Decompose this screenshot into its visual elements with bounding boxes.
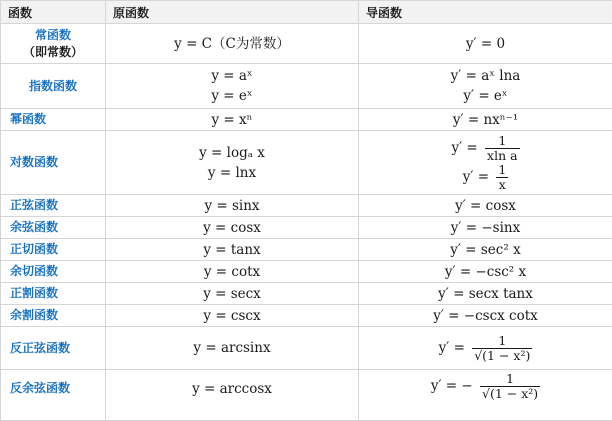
function-name[interactable]: 正切函数 — [1, 239, 106, 261]
derivative-function — [359, 370, 612, 421]
fraction-denominator: xln a — [485, 149, 520, 163]
original-function: y = sinx — [106, 195, 359, 217]
original-function: y = cscx — [106, 305, 359, 327]
function-name[interactable]: 余割函数 — [1, 305, 106, 327]
derivative-line: y′ = aˣ lna — [359, 66, 612, 86]
derivative-function: y′ = cosx — [359, 195, 612, 217]
derivative-function — [359, 327, 612, 370]
derivative-function: y′ = nxⁿ⁻¹ — [359, 109, 612, 131]
header-original: 原函数 — [106, 1, 359, 24]
function-name[interactable]: 反余弦函数 — [1, 370, 106, 421]
original-line: y = eˣ — [106, 86, 358, 106]
derivative-prefix: y′ = — [439, 340, 465, 356]
header-function: 函数 — [1, 1, 106, 24]
table-row — [1, 24, 612, 64]
function-name[interactable] — [1, 24, 106, 64]
derivative-function — [359, 64, 612, 109]
fraction — [485, 134, 520, 163]
header-row — [1, 1, 612, 24]
derivative-function — [359, 131, 612, 195]
fraction — [480, 372, 540, 401]
original-function — [106, 131, 359, 195]
function-name[interactable]: 正割函数 — [1, 283, 106, 305]
original-function: y = arccosx — [106, 370, 359, 421]
original-function: y = xⁿ — [106, 109, 359, 131]
function-name[interactable]: 正弦函数 — [1, 195, 106, 217]
function-name[interactable]: 反正弦函数 — [1, 327, 106, 370]
table-row — [1, 370, 612, 421]
table-row — [1, 131, 612, 195]
fraction-numerator: 1 — [496, 163, 508, 177]
fraction — [496, 163, 508, 192]
fraction — [472, 334, 532, 363]
original-function — [106, 64, 359, 109]
derivative-prefix: y′ = − — [431, 378, 473, 394]
derivative-function: y′ = −cscx cotx — [359, 305, 612, 327]
derivative-line: y′ = eˣ — [359, 86, 612, 106]
derivative-function: y′ = sec² x — [359, 239, 612, 261]
original-function: y = secx — [106, 283, 359, 305]
header-derivative: 导函数 — [359, 1, 612, 24]
derivative-prefix: y′ = — [463, 169, 489, 185]
table-row — [1, 327, 612, 370]
table-row — [1, 261, 612, 283]
table-row — [1, 305, 612, 327]
function-name[interactable]: 幂函数 — [1, 109, 106, 131]
derivative-function: y′ = 0 — [359, 24, 612, 64]
table-row — [1, 239, 612, 261]
original-line: y = aˣ — [106, 66, 358, 86]
function-name[interactable]: 余弦函数 — [1, 217, 106, 239]
original-function: y = arcsinx — [106, 327, 359, 370]
original-function: y = C（C为常数） — [106, 24, 359, 64]
original-line: y = lnx — [106, 163, 358, 183]
fraction-denominator: √(1 − x²) — [472, 349, 532, 363]
function-name[interactable]: 指数函数 — [1, 64, 106, 109]
derivative-function: y′ = secx tanx — [359, 283, 612, 305]
function-name-note: （即常数） — [1, 44, 105, 61]
original-line: y = logₐ x — [106, 143, 358, 163]
fraction-denominator: √(1 − x²) — [480, 387, 540, 401]
fraction-denominator: x — [497, 178, 508, 192]
table-row — [1, 64, 612, 109]
derivative-function: y′ = −sinx — [359, 217, 612, 239]
fraction-numerator: 1 — [496, 134, 508, 148]
derivative-function: y′ = −csc² x — [359, 261, 612, 283]
derivative-line — [359, 163, 612, 192]
original-function: y = tanx — [106, 239, 359, 261]
table-row — [1, 195, 612, 217]
function-name[interactable]: 对数函数 — [1, 131, 106, 195]
table-row — [1, 217, 612, 239]
function-name-line[interactable]: 常函数 — [1, 27, 105, 44]
table-row — [1, 283, 612, 305]
fraction-numerator: 1 — [496, 334, 508, 348]
derivative-prefix: y′ = — [451, 140, 477, 156]
function-name[interactable]: 余切函数 — [1, 261, 106, 283]
derivative-line — [359, 134, 612, 163]
table-row — [1, 109, 612, 131]
original-function: y = cotx — [106, 261, 359, 283]
original-function: y = cosx — [106, 217, 359, 239]
fraction-numerator: 1 — [504, 372, 516, 386]
